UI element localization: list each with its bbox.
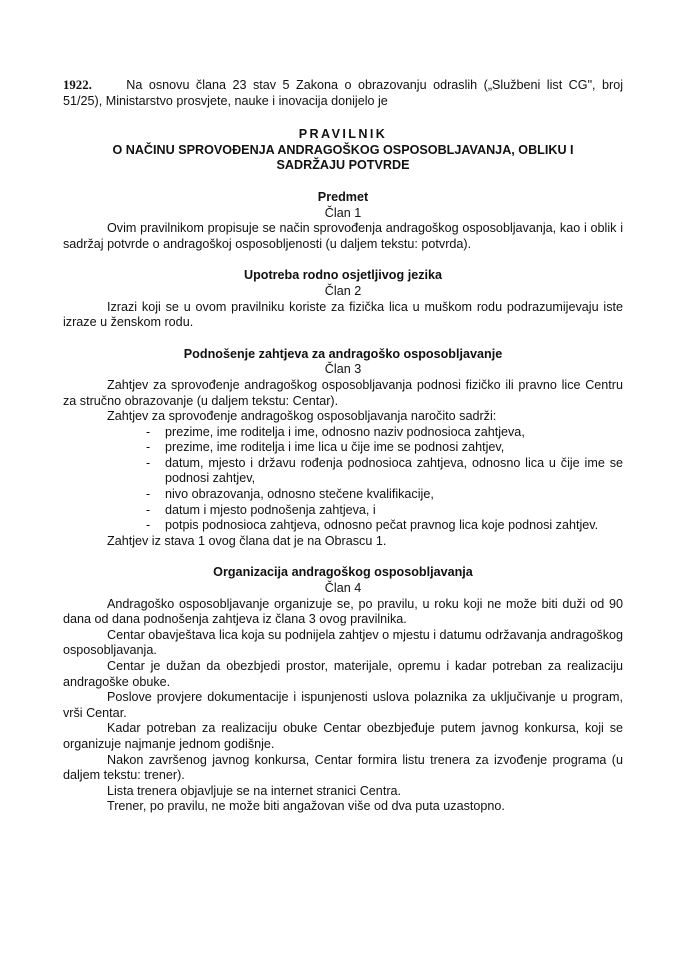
article-paragraph: Zahtjev za sprovođenje andragoškog osposobljavanja podnosi fizičko ili pravno lice Centru za stručno obrazovanje (u daljem tekstu: Centar). <box>63 377 623 408</box>
article-paragraph: Andragoško osposobljavanje organizuje se, po pravilu, u roku koji ne može biti duži od 90 dana od dana podnošenja zahtjeva iz člana 3 ovog pravilnika. <box>63 596 623 627</box>
article-paragraph: Lista trenera objavljuje se na internet stranici Centra. <box>107 783 402 798</box>
article-number: Član 3 <box>324 362 362 377</box>
section-heading: Organizacija andragoškog osposobljavanja <box>213 565 473 580</box>
list-item: - prezime, ime roditelja i ime lica u čije ime se podnosi zahtjev, <box>146 440 505 455</box>
article-paragraph: Zahtjev iz stava 1 ovog člana dat je na Obrascu 1. <box>107 533 387 548</box>
document-body <box>63 78 623 815</box>
section-heading: Podnošenje zahtjeva za andragoško osposobljavanje <box>183 346 503 361</box>
article-paragraph: Zahtjev za sprovođenje andragoškog osposobljavanja naročito sadrži: <box>107 409 497 424</box>
section-predmet <box>63 190 623 252</box>
document-title: PRAVILNIK <box>298 127 388 142</box>
article-number: Član 4 <box>324 581 362 596</box>
section-rodno-osjetljiv-jezik <box>63 268 623 330</box>
list-item: - datum i mjesto podnošenja zahtjeva, i <box>146 502 376 517</box>
article-paragraph: Poslove provjere dokumentacije i ispunjenosti uslova polaznika za uključivanje u program, vrši Centar. <box>63 690 623 720</box>
dash-bullet: - <box>146 440 151 455</box>
intro-paragraph <box>63 78 623 109</box>
section-podnosenje-zahtjeva <box>63 347 623 550</box>
list-item: - nivo obrazovanja, odnosno stečene kvalifikacije, <box>146 487 434 502</box>
dash-bullet: - <box>146 487 151 502</box>
section-heading: Upotreba rodno osjetljivog jezika <box>243 268 443 283</box>
dash-bullet: - <box>146 502 151 517</box>
dash-bullet: - <box>146 455 151 470</box>
article-paragraph: Kadar potreban za realizaciju obuke Centar obezbjeđuje putem javnog konkursa, koji se organizuje najmanje jednom godišnje. <box>63 721 623 751</box>
document-number: 1922. <box>63 78 92 92</box>
section-heading: Predmet <box>317 189 369 204</box>
article-number: Član 1 <box>324 205 362 220</box>
article-paragraph: Trener, po pravilu, ne može biti angažovan više od dva puta uzastopno. <box>107 799 505 814</box>
article-paragraph: Nakon završenog javnog konkursa, Centar formira listu trenera za izvođenje programa (u daljem tekstu: trener). <box>63 752 623 783</box>
requirements-list <box>63 425 623 534</box>
article-number: Član 2 <box>324 283 362 298</box>
list-item: - potpis podnosioca zahtjeva, odnosno pečat pravnog lica koje podnosi zahtjev. <box>146 518 599 533</box>
dash-bullet: - <box>146 518 151 533</box>
document-subtitle: O NAČINU SPROVOĐENJA ANDRAGOŠKOG OSPOSOBLJAVANJA, OBLIKU I SADRŽAJU POTVRDE <box>112 142 574 173</box>
article-paragraph: Ovim pravilnikom propisuje se način sprovođenja andragoškog osposobljavanja, kao i oblik i sadržaj potvrde o andragoškoj osposobljenosti (u daljem tekstu: potvrda). <box>63 221 623 251</box>
list-item: - datum, mjesto i državu rođenja podnosioca zahtjeva, odnosno lica u čije ime se podnosi zahtjev, <box>146 455 623 486</box>
dash-bullet: - <box>146 424 151 439</box>
intro-text: Na osnovu člana 23 stav 5 Zakona o obrazovanju odraslih („Službeni list CG", broj 51/25), Ministarstvo prosvjete, nauke i inovacija donijelo je <box>63 78 624 108</box>
article-paragraph: Centar obavještava lica koja su podnijela zahtjev o mjestu i datumu održavanja andragoškog osposobljavanja. <box>63 627 623 658</box>
article-paragraph: Izrazi koji se u ovom pravilniku koriste za fizička lica u muškom rodu podrazumijevaju iste izraze u ženskom rodu. <box>63 299 623 330</box>
article-paragraph: Centar je dužan da obezbjedi prostor, materijale, opremu i kadar potreban za realizaciju andragoške obuke. <box>63 659 623 689</box>
section-organizacija <box>63 565 623 815</box>
list-item: - prezime, ime roditelja i ime, odnosno naziv podnosioca zahtjeva, <box>146 424 525 439</box>
